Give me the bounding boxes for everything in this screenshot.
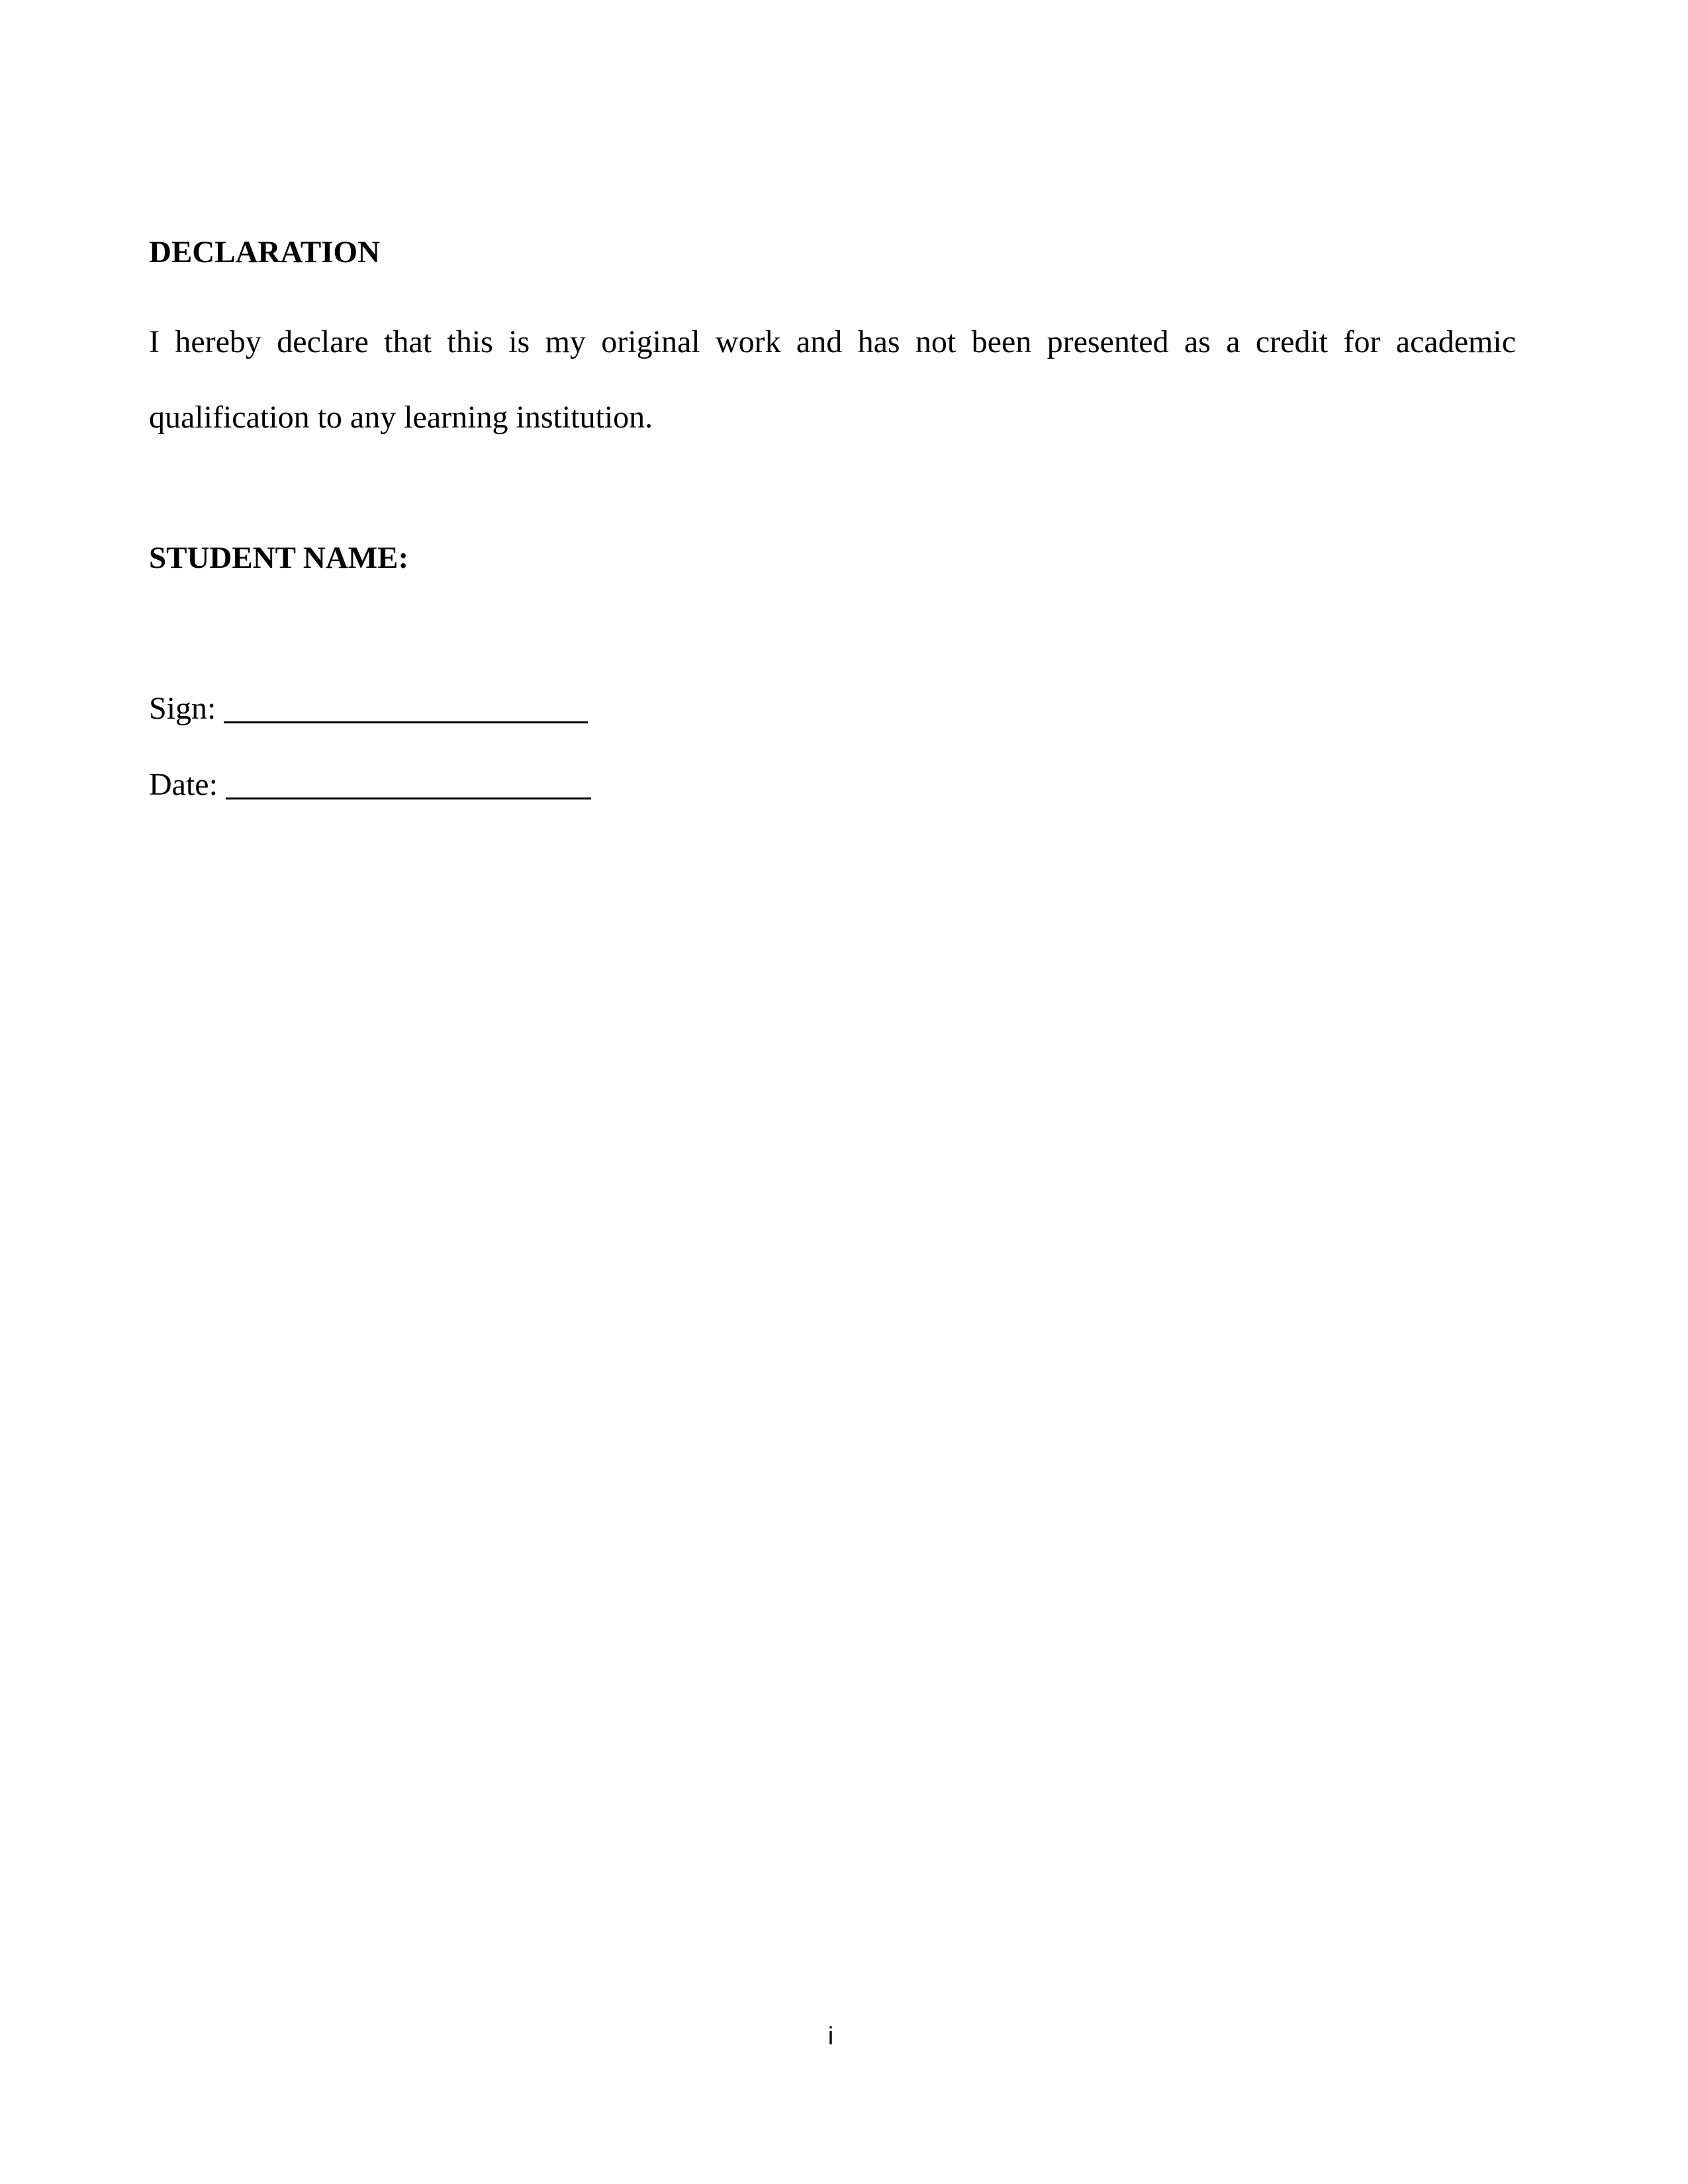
page-number: i — [827, 2023, 834, 2050]
sign-blank-line[interactable] — [224, 695, 588, 723]
date-blank-line[interactable] — [226, 771, 591, 799]
declaration-paragraph — [149, 304, 1516, 455]
student-name-label: STUDENT NAME: — [149, 541, 409, 575]
sign-label: Sign: — [149, 691, 216, 726]
date-field-row — [149, 769, 591, 801]
declaration-text-line-1: I hereby declare that this is my original work and has not been presented as a credit for academic — [149, 324, 1516, 359]
declaration-text-line-2: qualification to any learning institution. — [149, 400, 653, 435]
date-label: Date: — [149, 767, 218, 802]
sign-field-row — [149, 693, 588, 725]
declaration-heading: DECLARATION — [149, 235, 381, 269]
